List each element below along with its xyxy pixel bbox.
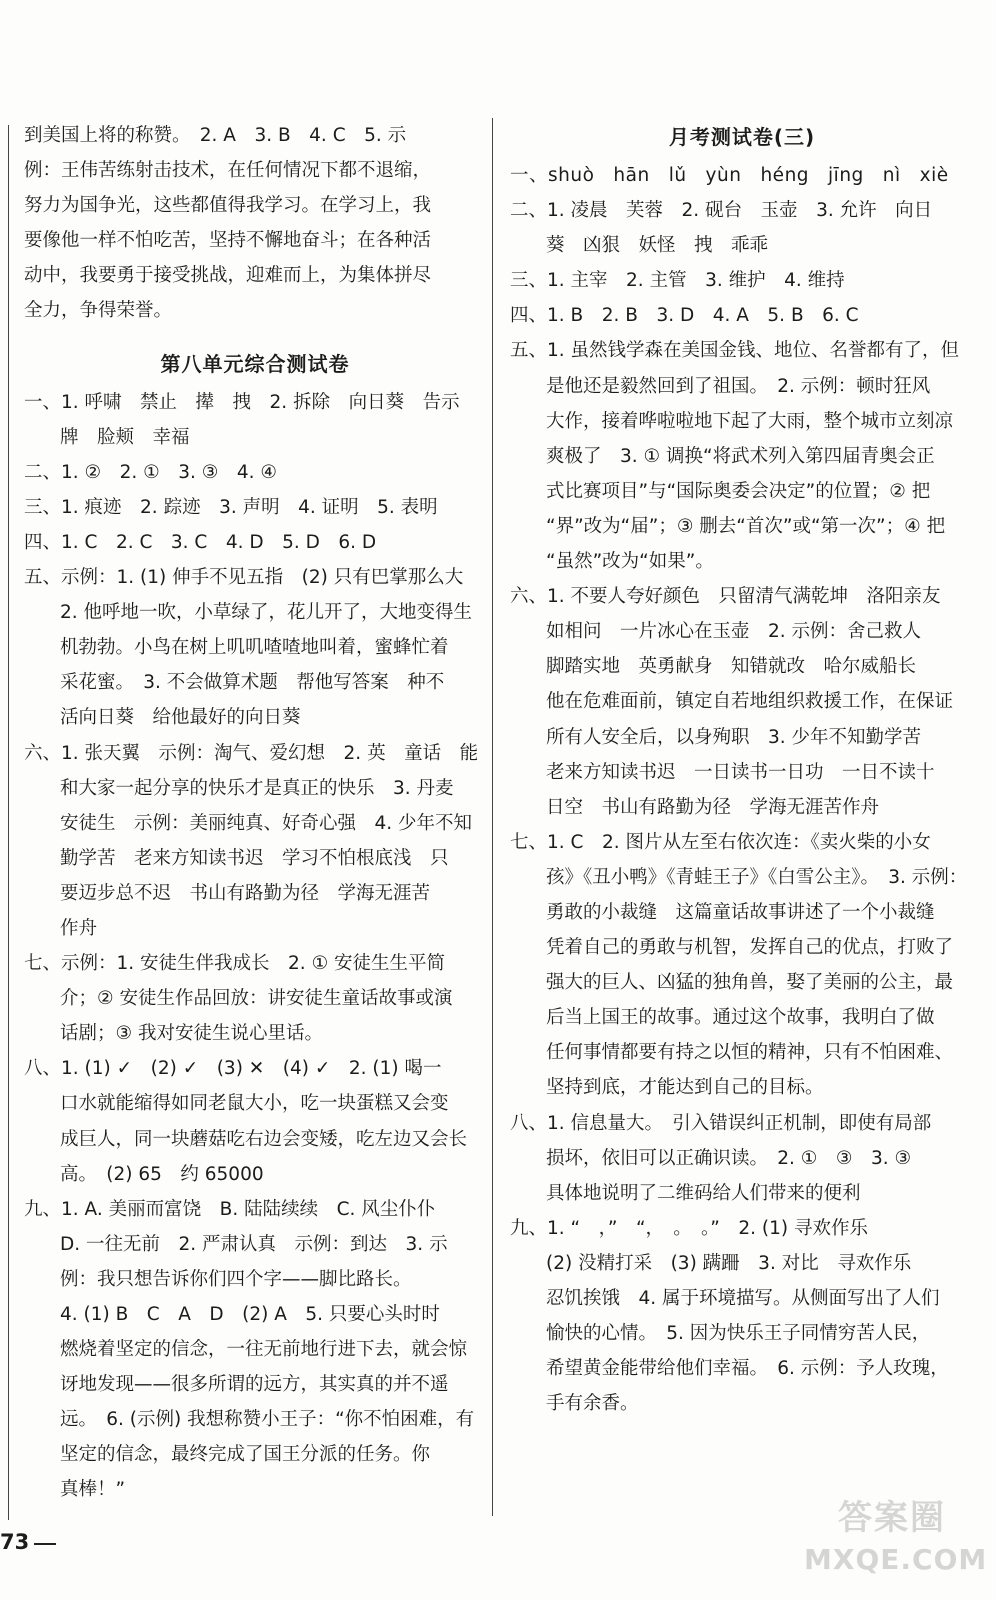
left-column xyxy=(24,118,486,1508)
answer-line: 忍饥挨饿 4. 属于环境描写。从侧面写出了人们 xyxy=(546,1288,940,1309)
answer-line: 二、1. ② 2. ① 3. ③ 4. ④ xyxy=(24,461,277,483)
answer-line: 讶地发现——很多所谓的远方，其实真的并不遥 xyxy=(60,1374,449,1396)
answer-line: 爽极了 3. ① 调换“将武术列入第四届青奥会正 xyxy=(546,445,935,467)
left-margin-rule xyxy=(8,125,9,1520)
answer-line: 五、示例：1. (1) 伸手不见五指 (2) 只有巴掌那么大 xyxy=(24,567,464,589)
answer-line: 孩》《丑小鸭》《青蛙王子》《白雪公主》。 3. 示例： xyxy=(546,866,968,888)
answer-line: 远。 6. (示例) 我想称赞小王子：“你不怕困难，有 xyxy=(60,1409,475,1431)
answer-line: 成巨人，同一块蘑菇吃右边会变矮，吃左边又会长 xyxy=(60,1128,468,1150)
answer-line: 损坏，依旧可以正确识读。 2. ① ③ 3. ③ xyxy=(546,1147,912,1169)
answer-line: 如相问 一片冰心在玉壶 2. 示例：舍己救人 xyxy=(546,621,922,643)
watermark-text-top: 答案圈 xyxy=(838,1498,946,1538)
answer-line: 介；② 安徒生作品回放：讲安徒生童话故事或演 xyxy=(60,988,453,1010)
answer-line: 强大的巨人、凶猛的独角兽，娶了美丽的公主，最 xyxy=(546,972,954,994)
column-divider xyxy=(492,118,493,1516)
answer-line: 2. 他呼地一吹，小草绿了，花儿开了，大地变得生 xyxy=(60,602,473,624)
answer-line: 要迈步总不迟 书山有路勤为径 学海无涯苦 xyxy=(60,882,431,904)
answer-line: 大作，接着哗啦啦地下起了大雨，整个城市立刻凉 xyxy=(546,410,954,432)
watermark-logo xyxy=(804,1496,988,1592)
answer-line: 脚踏实地 英勇献身 知错就改 哈尔威船长 xyxy=(546,656,917,678)
answer-line: 式比赛项目”与“国际奥委会决定”的位置；② 把 xyxy=(546,480,931,502)
answer-line: 四、1. B 2. B 3. D 4. A 5. B 6. C xyxy=(510,305,859,327)
answer-line: 口水就能缩得如同老鼠大小，吃一块蛋糕又会变 xyxy=(60,1093,449,1115)
answer-line: 六、1. 张天翼 示例：淘气、爱幻想 2. 英 童话 能 xyxy=(24,742,479,764)
answer-line: 努力为国争光，这些都值得我学习。在学习上，我 xyxy=(24,195,432,217)
monthly-test-answers xyxy=(510,193,974,1421)
spacer xyxy=(24,329,486,343)
answer-line: 作舟 xyxy=(60,917,98,939)
answer-line: 凭着自己的勇敢与机智，发挥自己的优点，打败了 xyxy=(546,937,954,959)
right-column xyxy=(510,118,974,1421)
answer-line: 动中，我要勇于接受挑战，迎难而上，为集体拼尽 xyxy=(24,265,432,287)
answer-line: D. 一往无前 2. 严肃认真 示例：到达 3. 示 xyxy=(60,1233,448,1255)
answer-line: 坚定的信念，最终完成了国王分派的任务。你 xyxy=(60,1444,431,1466)
answer-line: 勤学苦 老来方知读书迟 学习不怕根底浅 只 xyxy=(60,847,449,869)
answer-line: 三、1. 痕迹 2. 踪迹 3. 声明 4. 证明 5. 表明 xyxy=(24,496,438,518)
answer-line: 要像他一样不怕吃苦，坚持不懈地奋斗；在各种活 xyxy=(24,230,432,252)
page-number: 73 xyxy=(0,1530,30,1554)
answer-line: 话剧；③ 我对安徒生说心里话。 xyxy=(60,1023,323,1045)
answer-line: 九、1. A. 美丽而富饶 B. 陆陆续续 C. 风尘仆仆 xyxy=(24,1198,436,1220)
answer-line: 例：我只想告诉你们四个字——脚比路长。 xyxy=(60,1268,412,1290)
answer-line: 葵 凶狠 妖怪 拽 乖乖 xyxy=(546,235,769,257)
answer-line: 所有人安全后，以身殉职 3. 少年不知勤学苦 xyxy=(546,726,922,748)
answer-line: 手有余香。 xyxy=(546,1393,639,1415)
answer-line: 4. (1) B C A D (2) A 5. 只要心头时时 xyxy=(60,1304,440,1325)
answer-line: 采花蜜。 3. 不会做算术题 帮他写答案 种不 xyxy=(60,672,445,694)
answer-line: 二、1. 凌晨 芙蓉 2. 砚台 玉壶 3. 允许 向日 xyxy=(510,200,933,222)
answer-line: 到美国上将的称赞。 2. A 3. B 4. C 5. 示 xyxy=(24,125,407,146)
answer-line: “虽然”改为“如果”。 xyxy=(546,551,714,573)
answer-line: 和大家一起分享的快乐才是真正的快乐 3. 丹麦 xyxy=(60,777,454,799)
answer-line: 机勃勃。小鸟在树上叽叽喳喳地叫着，蜜蜂忙着 xyxy=(60,637,449,659)
answer-line: 八、1. 信息量大。 引入错误纠正机制，即使有局部 xyxy=(510,1112,932,1134)
continuation-block xyxy=(24,118,486,329)
unit8-answers xyxy=(24,385,486,1508)
answer-line: 六、1. 不要人夸好颜色 只留清气满乾坤 洛阳亲友 xyxy=(510,586,941,608)
answer-line: 愉快的心情。 5. 因为快乐王子同情穷苦人民， xyxy=(546,1323,931,1345)
answer-line: 五、1. 虽然钱学森在美国金钱、地位、名誉都有了，但 xyxy=(510,340,960,362)
answer-line: 三、1. 主宰 2. 主管 3. 维护 4. 维持 xyxy=(510,270,845,292)
section-title-unit8: 第八单元综合测试卷 xyxy=(160,351,350,376)
answer-line: (2) 没精打采 (3) 蹒跚 3. 对比 寻欢作乐 xyxy=(546,1252,912,1274)
answer-line: 日空 书山有路勤为径 学海无涯苦作舟 xyxy=(546,796,880,818)
watermark-text-bottom: MXQE.COM xyxy=(804,1543,988,1576)
answer-line: “界”改为“届”；③ 删去“首次”或“第一次”；④ 把 xyxy=(546,515,946,537)
answer-line: 勇敢的小裁缝 这篇童话故事讲述了一个小裁缝 xyxy=(546,901,935,923)
answer-line: 后当上国王的故事。通过这个故事，我明白了做 xyxy=(546,1007,935,1029)
answer-line: 全力，争得荣誉。 xyxy=(24,300,173,322)
answer-line: 一、1. 呼啸 禁止 撵 拽 2. 拆除 向日葵 告示 xyxy=(24,391,460,413)
answer-line: 高。 (2) 65 约 65000 xyxy=(60,1163,264,1185)
answer-line: 希望黄金能带给他们幸福。 6. 示例：予人玫瑰， xyxy=(546,1358,949,1380)
answer-line: 四、1. C 2. C 3. C 4. D 5. D 6. D xyxy=(24,531,377,553)
answer-line: 例：王伟苦练射击技术，在任何情况下都不退缩， xyxy=(24,160,432,182)
answer-line: 八、1. (1) ✓ (2) ✓ (3) ✕ (4) ✓ 2. (1) 喝一 xyxy=(24,1058,442,1080)
answer-line: 七、示例：1. 安徒生伴我成长 2. ① 安徒生生平简 xyxy=(24,953,446,975)
page-number-dash xyxy=(34,1543,56,1545)
answer-line: 活向日葵 给他最好的向日葵 xyxy=(60,707,301,729)
answer-line: 坚持到底，才能达到自己的目标。 xyxy=(546,1077,824,1099)
answer-line: 老来方知读书迟 一日读书一日功 一日不读十 xyxy=(546,761,935,783)
answer-line: 任何事情都要有持之以恒的精神，只有不怕困难、 xyxy=(546,1042,954,1064)
pinyin-answer-line: 一、shuò hān lǔ yùn héng jīng nì xiè xyxy=(510,165,949,186)
answer-line: 具体地说明了二维码给人们带来的便利 xyxy=(546,1182,861,1204)
answer-line: 牌 脸颊 幸福 xyxy=(60,426,190,448)
answer-line: 燃烧着坚定的信念，一往无前地行进下去，就会惊 xyxy=(60,1339,468,1361)
answer-line: 七、1. C 2. 图片从左至右依次连：《卖火柴的小女 xyxy=(510,831,931,853)
answer-line: 他在危难面前，镇定自若地组织救援工作，在保证 xyxy=(546,691,954,713)
answer-line: 安徒生 示例：美丽纯真、好奇心强 4. 少年不知 xyxy=(60,812,473,834)
answer-line: 是他还是毅然回到了祖国。 2. 示例：顿时狂风 xyxy=(546,375,931,397)
answer-line: 真棒！” xyxy=(60,1479,126,1501)
section-title-monthly-test: 月考测试卷(三) xyxy=(668,125,816,149)
answer-line: 九、1. “ ，” “， 。 。” 2. (1) 寻欢作乐 xyxy=(510,1217,868,1239)
